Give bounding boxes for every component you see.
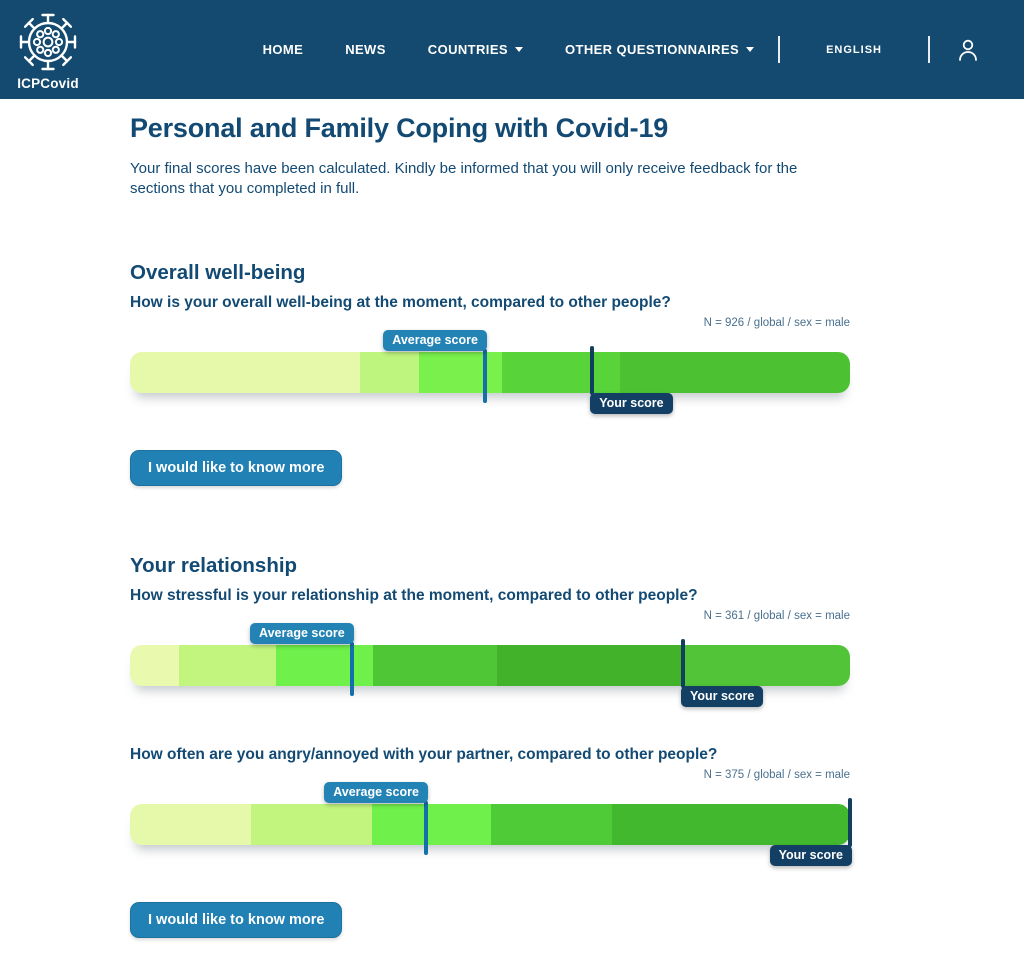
- nav-menu: [263, 42, 755, 57]
- bar-segment: [502, 352, 620, 393]
- bar-segment: [373, 645, 497, 686]
- your-score-badge: Your score: [681, 686, 763, 707]
- user-icon: [956, 37, 980, 63]
- nav-item-home[interactable]: [263, 42, 304, 57]
- question-block: [130, 587, 850, 710]
- sample-info: N = 375 / global / sex = male: [703, 769, 850, 781]
- sample-info: N = 361 / global / sex = male: [703, 610, 850, 622]
- question-text: How stressful is your relationship at the moment, compared to other people?: [130, 587, 698, 604]
- question-block: [130, 746, 850, 869]
- score-bar-area: [130, 623, 850, 710]
- language-selector[interactable]: ENGLISH: [826, 43, 882, 56]
- average-score-badge: Average score: [324, 782, 428, 803]
- bar-segment: [130, 352, 360, 393]
- question-text: How is your overall well-being at the moment, compared to other people?: [130, 294, 671, 311]
- nav-separator: [928, 36, 930, 63]
- your-score-badge: Your score: [590, 393, 672, 414]
- nav-item-news-label: NEWS: [345, 42, 386, 57]
- bar-segment: [179, 645, 276, 686]
- bar-segment: [419, 352, 502, 393]
- your-score-tick: [848, 798, 852, 847]
- nav-item-home-label: HOME: [262, 42, 304, 57]
- average-score-tick: [350, 642, 354, 696]
- chevron-down-icon: [746, 47, 754, 52]
- bar-segment: [372, 804, 491, 845]
- bar-segment: [276, 645, 373, 686]
- score-gradient-bar: [130, 804, 850, 845]
- bar-segment: [497, 645, 683, 686]
- nav-item-news[interactable]: [345, 42, 386, 57]
- icpcovid-virus-logo-icon: [16, 8, 80, 74]
- section-overall-well-being: [130, 261, 850, 486]
- brand-name: ICPCovid: [17, 76, 79, 91]
- page-title: Personal and Family Coping with Covid-19: [130, 113, 669, 143]
- user-account-button[interactable]: [956, 37, 980, 63]
- sample-info: N = 926 / global / sex = male: [703, 317, 850, 329]
- score-gradient-bar: [130, 645, 850, 686]
- score-bar-area: [130, 330, 850, 417]
- bar-segment: [491, 804, 612, 845]
- top-navbar: [0, 0, 1024, 99]
- chevron-down-icon: [515, 47, 523, 52]
- bar-segment: [251, 804, 372, 845]
- bar-segment: [620, 352, 850, 393]
- section-heading: Overall well-being: [130, 261, 306, 284]
- bar-segment: [130, 804, 251, 845]
- bar-segment: [683, 645, 850, 686]
- bar-segment: [612, 804, 850, 845]
- nav-item-countries[interactable]: [428, 42, 523, 57]
- average-score-badge: Average score: [250, 623, 354, 644]
- average-score-tick: [483, 349, 487, 403]
- know-more-button[interactable]: I would like to know more: [130, 902, 342, 938]
- brand[interactable]: [9, 8, 87, 91]
- nav-item-other-questionnaires-label: OTHER QUESTIONNAIRES: [564, 42, 740, 57]
- your-score-tick: [681, 639, 685, 688]
- bar-segment: [360, 352, 419, 393]
- results-page: [130, 99, 850, 938]
- section-your-relationship: [130, 554, 850, 938]
- bar-segment: [130, 645, 179, 686]
- nav-item-countries-label: COUNTRIES: [427, 42, 508, 57]
- average-score-tick: [424, 801, 428, 855]
- intro-text: Your final scores have been calculated. Kindly be informed that you will only receive feedback for the sections that you completed in full.: [130, 160, 798, 197]
- score-gradient-bar: [130, 352, 850, 393]
- your-score-badge: Your score: [770, 845, 852, 866]
- nav-item-other-questionnaires[interactable]: [565, 42, 754, 57]
- question-text: How often are you angry/annoyed with your partner, compared to other people?: [130, 746, 718, 763]
- nav-separator: [778, 36, 780, 63]
- average-score-badge: Average score: [383, 330, 487, 351]
- question-block: [130, 294, 850, 417]
- section-heading: Your relationship: [130, 554, 298, 577]
- score-bar-area: [130, 782, 850, 869]
- your-score-tick: [590, 346, 594, 395]
- know-more-button[interactable]: I would like to know more: [130, 450, 342, 486]
